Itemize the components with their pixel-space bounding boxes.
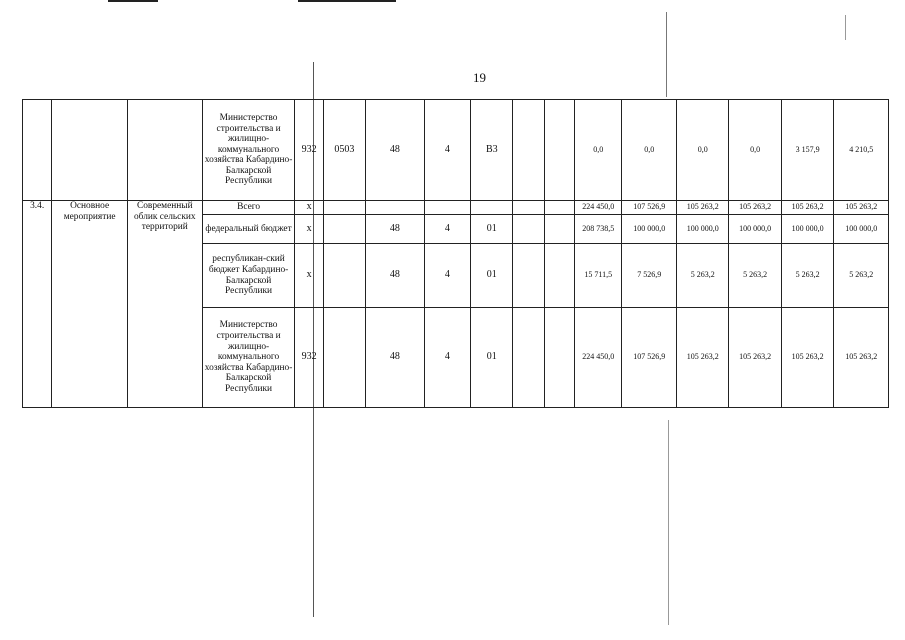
value-cell: 100 000,0 [729,215,781,244]
grbs-cell: 932 [295,308,323,408]
cs-program-cell: 48 [366,215,425,244]
grbs-cell: х [295,244,323,308]
value-cell: 0,0 [622,100,677,201]
value-cell: 105 263,2 [676,308,728,408]
value-cell: 0,0 [676,100,728,201]
value-cell: 100 000,0 [834,215,889,244]
cs-event-cell: 01 [471,244,513,308]
cs-program-cell: 48 [366,100,425,201]
cs-event-cell [471,201,513,215]
cs-event-cell: В3 [471,100,513,201]
value-cell: 208 738,5 [575,215,622,244]
cs-event-cell: 01 [471,215,513,244]
value-cell: 107 526,9 [622,308,677,408]
grbs-cell: 932 [295,100,323,201]
value-cell: 0,0 [575,100,622,201]
row-number-cell: 3.4. [23,201,52,408]
value-cell: 0,0 [729,100,781,201]
value-cell: 105 263,2 [781,308,833,408]
cs-subprogram-cell: 4 [424,244,470,308]
cs-subprogram-cell: 4 [424,215,470,244]
cs-event-cell: 01 [471,308,513,408]
value-cell: 5 263,2 [729,244,781,308]
value-cell: 105 263,2 [834,201,889,215]
budget-table [22,99,889,408]
rzpr-cell [323,215,365,244]
rzpr-cell [323,244,365,308]
cs-program-cell: 48 [366,308,425,408]
fold-mark [845,15,846,40]
table-row [23,201,889,215]
value-cell: 105 263,2 [781,201,833,215]
value-cell: 5 263,2 [676,244,728,308]
rzpr-cell [323,308,365,408]
cs-subprogram-cell [424,201,470,215]
table-row [23,100,889,201]
source-cell: Министерство строительства и жилищно-коммунального хозяйства Кабардино-Балкарской Республики [202,308,295,408]
value-cell: 15 711,5 [575,244,622,308]
cs-subprogram-cell: 4 [424,100,470,201]
value-cell: 107 526,9 [622,201,677,215]
executor-cell: Министерство строительства и жилищно-коммунального хозяйства Кабардино-Балкарской Республики [202,100,295,201]
source-cell: республикан-ский бюджет Кабардино-Балкарской Республики [202,244,295,308]
value-cell: 5 263,2 [834,244,889,308]
value-cell: 224 450,0 [575,201,622,215]
rzpr-cell [323,201,365,215]
measure-name-cell: Современный облик сельских территорий [127,201,202,408]
value-cell: 4 210,5 [834,100,889,201]
cs-program-cell: 48 [366,244,425,308]
value-cell: 100 000,0 [781,215,833,244]
fold-mark [666,12,667,97]
page-number: 19 [473,70,486,85]
fold-mark [668,420,669,625]
source-cell: федеральный бюджет [202,215,295,244]
source-cell: Всего [202,201,295,215]
value-cell: 100 000,0 [622,215,677,244]
value-cell: 105 263,2 [729,201,781,215]
cs-program-cell [366,201,425,215]
value-cell: 105 263,2 [729,308,781,408]
value-cell: 224 450,0 [575,308,622,408]
value-cell: 105 263,2 [834,308,889,408]
cs-subprogram-cell: 4 [424,308,470,408]
value-cell: 5 263,2 [781,244,833,308]
status-cell: Основное мероприятие [52,201,128,408]
rzpr-cell: 0503 [323,100,365,201]
scan-artifact-line [298,0,396,2]
grbs-cell: х [295,215,323,244]
grbs-cell: х [295,201,323,215]
scan-artifact-line [108,0,158,2]
value-cell: 3 157,9 [781,100,833,201]
value-cell: 105 263,2 [676,201,728,215]
value-cell: 7 526,9 [622,244,677,308]
value-cell: 100 000,0 [676,215,728,244]
